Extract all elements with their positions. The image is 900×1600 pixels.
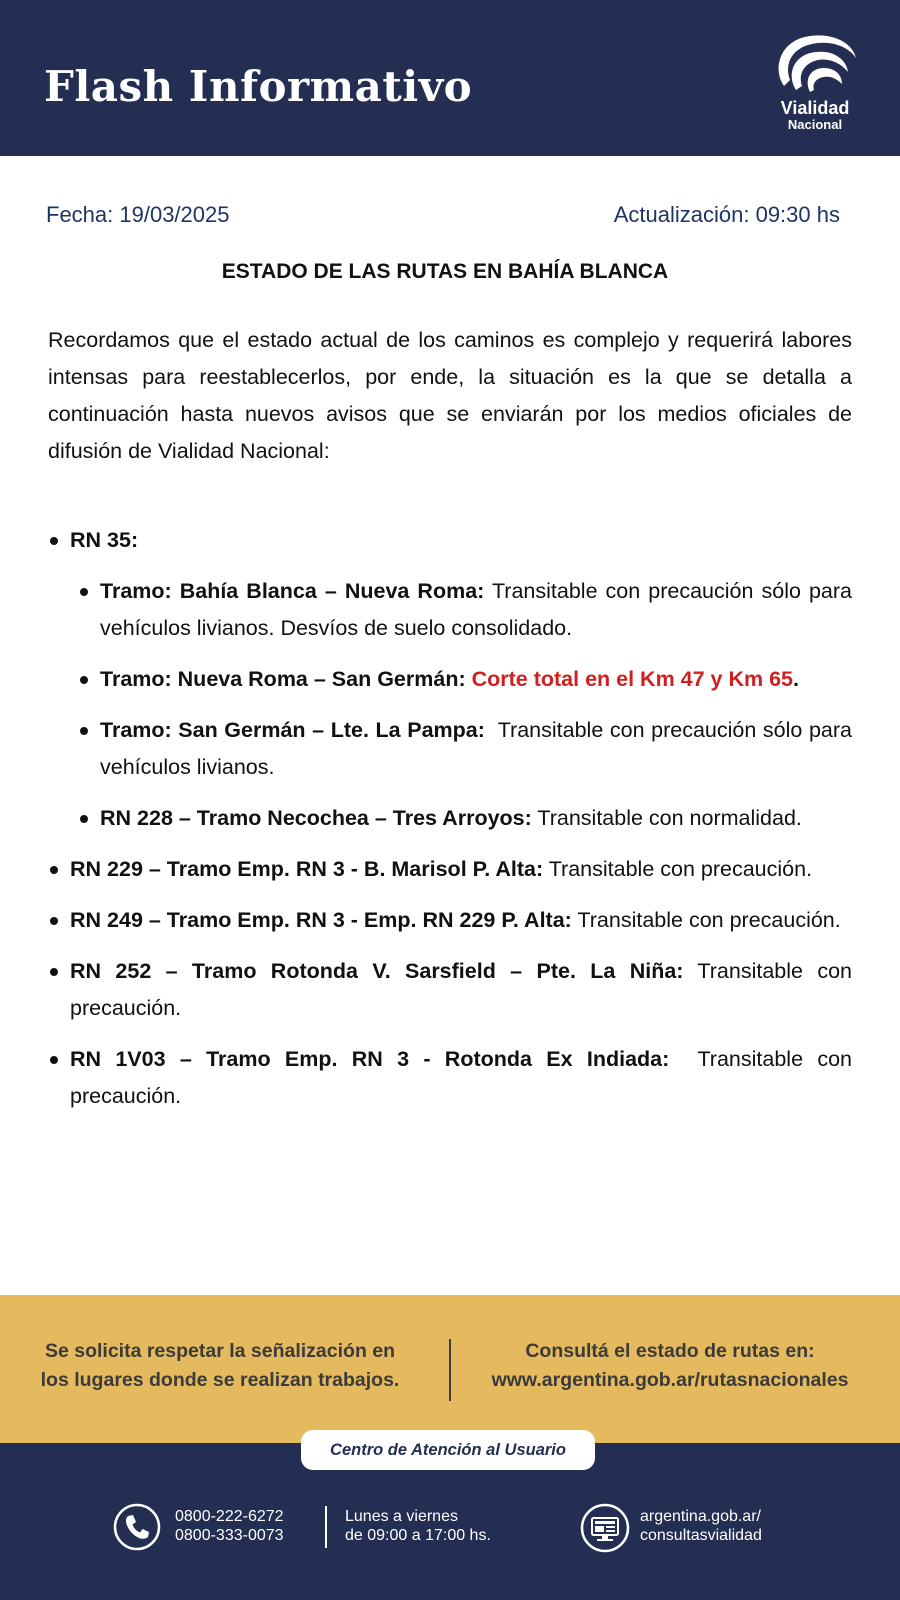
logo-name: Vialidad: [780, 98, 850, 118]
section-status: Transitable con normalidad.: [531, 806, 802, 830]
route-item-rn249: [48, 902, 852, 939]
section-item: [78, 661, 852, 698]
section-item: [78, 573, 852, 647]
route-status: Transitable con precaución.: [70, 959, 853, 1020]
routes-link[interactable]: www.argentina.gob.ar/rutasnacionales: [491, 1369, 849, 1391]
route-label: RN 1V03 – Tramo Emp. RN 3 - Rotonda Ex Indiada:: [70, 1047, 670, 1071]
route-label: RN 229 – Tramo Emp. RN 3 - B. Marisol P. Alta:: [70, 857, 544, 881]
phone-number[interactable]: 0800-333-0073: [175, 1527, 284, 1544]
route-item-rn252: [48, 953, 852, 1027]
signage-notice-line: Se solicita respetar la señalización en: [44, 1340, 396, 1362]
routes-link-caption: Consultá el estado de rutas en:: [525, 1340, 815, 1362]
logo-sub: Nacional: [787, 117, 843, 132]
vialidad-logo: [760, 24, 870, 134]
section-label: Tramo: San Germán – Lte. La Pampa:: [100, 718, 485, 742]
route-status: Transitable con precaución.: [543, 857, 813, 881]
section-status: Transitable con precaución sólo para vehículos livianos. Desvíos de suelo consolidado.: [100, 579, 852, 640]
route-status: Transitable con precaución.: [571, 908, 841, 932]
update-label: Actualización: 09:30 hs: [613, 202, 840, 227]
footer-divider: [325, 1506, 327, 1548]
route-item-rn35: [48, 522, 852, 559]
contact-website[interactable]: [640, 1507, 762, 1545]
banner-divider: [449, 1339, 451, 1401]
route-label: RN 249 – Tramo Emp. RN 3 - Emp. RN 229 P. Alta:: [70, 908, 572, 932]
header-title: Flash Informativo: [44, 62, 473, 111]
closure-status: Corte total en el Km 47 y Km 65: [471, 667, 794, 691]
contact-website-line: consultasvialidad: [640, 1527, 762, 1544]
office-hours-days: Lunes a viernes: [345, 1508, 458, 1525]
routes-list: [48, 522, 858, 1129]
section-status: Transitable con precaución sólo para vehículos livianos.: [100, 718, 858, 779]
info-banner: [0, 1295, 900, 1443]
route-item-rn1v03: [48, 1041, 858, 1115]
section-end: .: [793, 667, 800, 691]
phone-number[interactable]: 0800-222-6272: [175, 1508, 284, 1525]
date-label: Fecha: 19/03/2025: [46, 202, 230, 227]
signage-notice: [30, 1337, 410, 1395]
phone-numbers: [175, 1507, 284, 1545]
signage-notice-line: los lugares donde se realizan trabajos.: [40, 1369, 400, 1391]
office-hours-time: de 09:00 a 17:00 hs.: [345, 1527, 491, 1544]
route-label: RN 252 – Tramo Rotonda V. Sarsfield – Pte. La Niña:: [70, 959, 684, 983]
section-label: Tramo: Bahía Blanca – Nueva Roma:: [100, 579, 485, 603]
computer-icon: [580, 1503, 630, 1553]
phone-icon: [113, 1503, 161, 1551]
intro-paragraph: Recordamos que el estado actual de los caminos es complejo y requerirá labores intensas para reestablecerlos, por ende, la situación es la que se detalla a continuación hasta nuevos avisos que se enviarán por los medios oficiales de difusión de Vialidad Nacional:: [48, 328, 852, 463]
route-status: Transitable con precaución.: [70, 1047, 858, 1108]
contact-website-line: argentina.gob.ar/: [640, 1508, 761, 1525]
section-item: [78, 800, 852, 837]
route-label: RN 35:: [70, 528, 139, 552]
section-label: Tramo: Nueva Roma – San Germán:: [100, 667, 466, 691]
section-item: [78, 712, 858, 786]
vialidad-logo-icon: [770, 28, 860, 98]
section-label: RN 228 – Tramo Necochea – Tres Arroyos:: [100, 806, 532, 830]
route-item-rn229: [48, 851, 852, 888]
document-title: ESTADO DE LAS RUTAS EN BAHÍA BLANCA: [221, 260, 669, 283]
routes-link-notice: [468, 1337, 872, 1395]
user-service-label: Centro de Atención al Usuario: [301, 1430, 595, 1470]
office-hours: [345, 1507, 491, 1545]
header: [0, 0, 900, 156]
